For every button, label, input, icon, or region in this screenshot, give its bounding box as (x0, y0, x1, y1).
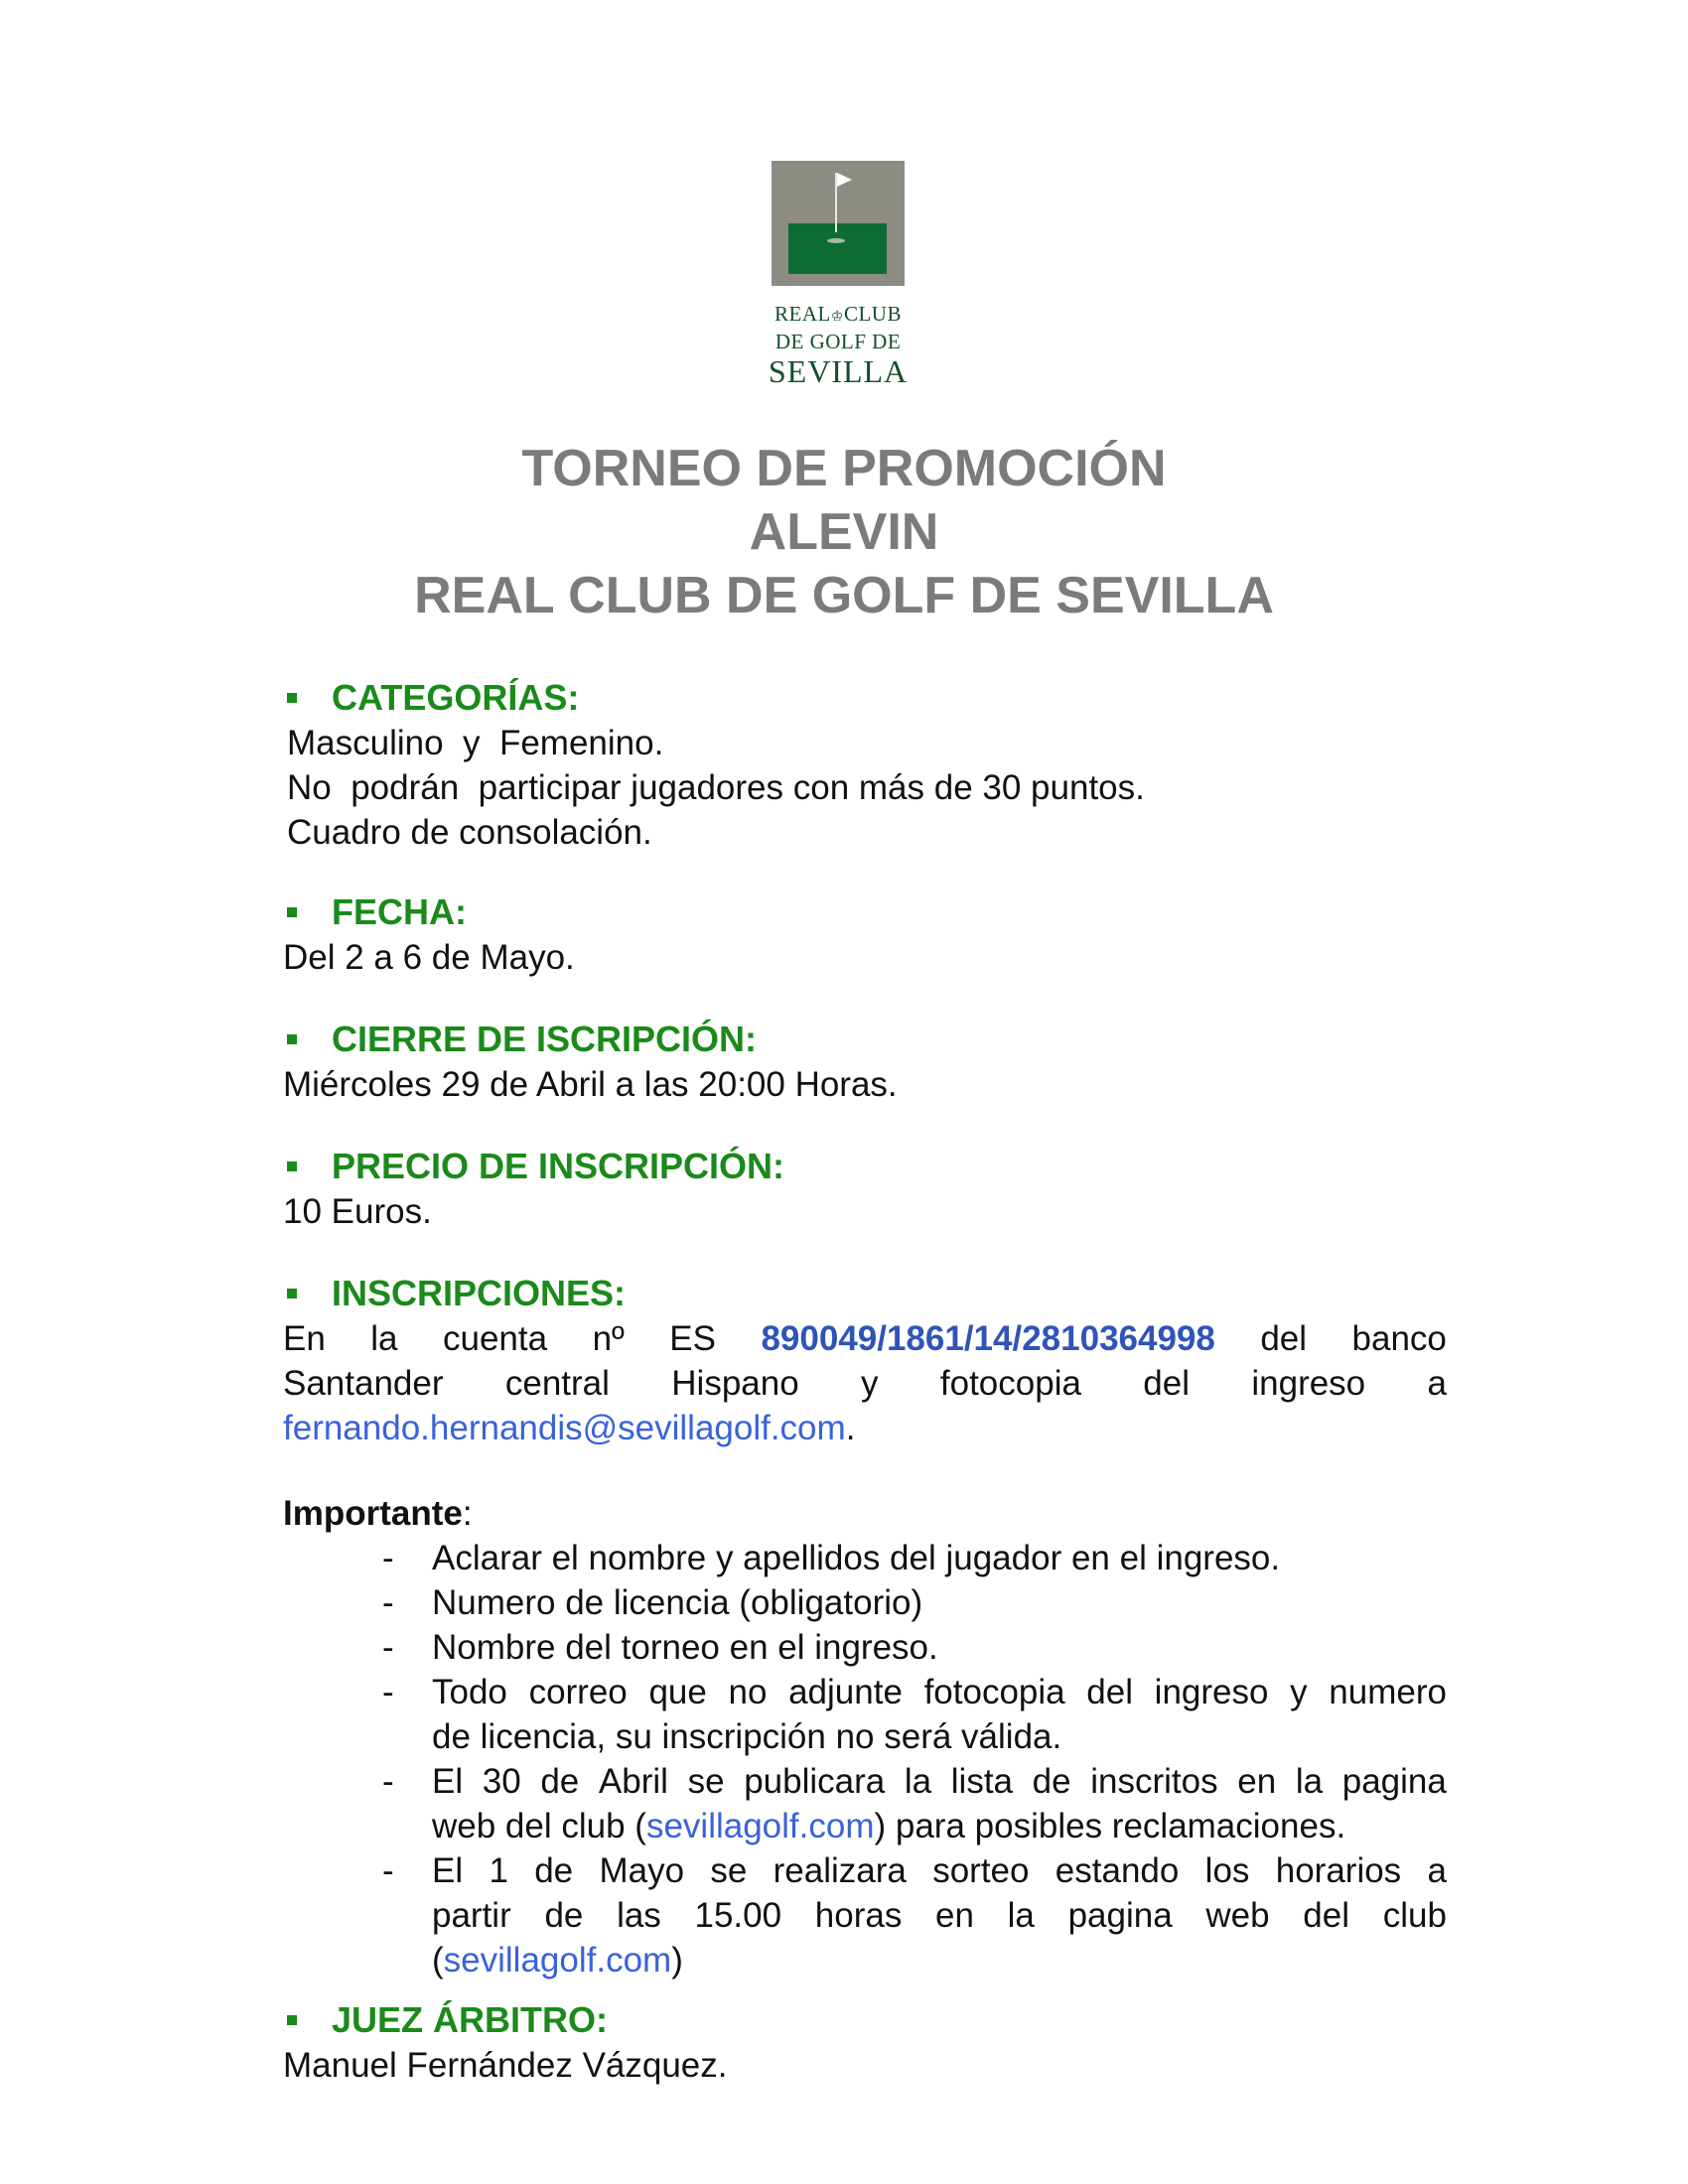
dash-bullet: - (382, 1762, 394, 1801)
logo-line3: SEVILLA (768, 353, 909, 389)
inscripciones-line-2: Santander central Hispano y fotocopia del ingreso a (283, 1364, 1447, 1403)
section-precio (283, 1144, 1447, 1234)
section-cierre (283, 1017, 1447, 1107)
categorias-line-3: Cuadro de consolación. (287, 813, 652, 852)
precio-text: 10 Euros. (283, 1192, 432, 1231)
logo-club: CLUB (843, 302, 902, 326)
list-item: - Aclarar el nombre y apellidos del jugador en el ingreso. (283, 1536, 1447, 1580)
categorias-line-1: Masculino y Femenino. (287, 724, 664, 762)
dash-bullet: - (382, 1539, 394, 1577)
list-item: - El 1 de Mayo se realizara sorteo estando los horarios a partir de las 15.00 horas en la pagina web del club (sevillagolf.com) (283, 1848, 1447, 1982)
square-bullet-icon (287, 1289, 297, 1298)
section-heading: CATEGORÍAS: (283, 675, 1447, 721)
square-bullet-icon (287, 693, 297, 703)
list-item: - Numero de licencia (obligatorio) (283, 1580, 1447, 1625)
section-importante (283, 1491, 1447, 1982)
section-heading: JUEZ ÁRBITRO: (283, 1997, 1447, 2043)
email-link[interactable]: fernando.hernandis@sevillagolf.com (283, 1409, 846, 1447)
fecha-text: Del 2 a 6 de Mayo. (283, 938, 575, 977)
logo-wordmark (757, 302, 919, 389)
putting-green (788, 223, 887, 274)
list-item: - El 30 de Abril se publicara la lista de inscritos en la pagina web del club (sevillagolf.com) para posibles reclamaciones. (283, 1759, 1447, 1848)
dash-bullet: - (382, 1851, 394, 1890)
inscripciones-line-1: En la cuenta nº ES 890049/1861/14/2810364998 del banco (283, 1316, 1447, 1361)
list-item: - Todo correo que no adjunte fotocopia del ingreso y numero de licencia, su inscripción no será válida. (283, 1670, 1447, 1759)
logo-line2: DE GOLF DE (774, 330, 902, 353)
section-heading: PRECIO DE INSCRIPCIÓN: (283, 1144, 1447, 1189)
section-juez (283, 1997, 1447, 2088)
list-item: - Nombre del torneo en el ingreso. (283, 1625, 1447, 1670)
flag (837, 173, 852, 187)
website-link[interactable]: sevillagolf.com (645, 1807, 875, 1845)
title-line-3: REAL CLUB DE GOLF DE SEVILLA (414, 567, 1274, 624)
section-heading: CIERRE DE ISCRIPCIÓN: (283, 1017, 1447, 1062)
website-link[interactable]: sevillagolf.com (443, 1941, 672, 1979)
cup-hole (827, 238, 845, 243)
dash-bullet: - (382, 1673, 394, 1711)
section-heading: INSCRIPCIONES: (283, 1271, 1447, 1316)
section-fecha (283, 889, 1447, 980)
square-bullet-icon (287, 2015, 297, 2025)
cierre-text: Miércoles 29 de Abril a las 20:00 Horas. (283, 1065, 898, 1104)
bank-account-number: 890049/1861/14/2810364998 (761, 1319, 1215, 1358)
section-categorias (283, 675, 1447, 855)
title-line-1: TORNEO DE PROMOCIÓN (521, 440, 1167, 497)
square-bullet-icon (287, 1034, 297, 1044)
title-line-2: ALEVIN (749, 503, 939, 561)
crown-icon: ♔ (830, 310, 844, 325)
logo-real: REAL (774, 302, 831, 326)
golf-flag-icon (772, 161, 905, 286)
dash-bullet: - (382, 1628, 394, 1667)
section-heading: FECHA: (283, 889, 1447, 935)
club-logo (768, 161, 909, 389)
dash-bullet: - (382, 1583, 394, 1622)
square-bullet-icon (287, 907, 297, 917)
document-title (0, 437, 1688, 627)
importante-heading: Importante: (283, 1494, 473, 1533)
inscripciones-line-3: fernando.hernandis@sevillagolf.com. (283, 1409, 856, 1447)
section-inscripciones (283, 1271, 1447, 1450)
categorias-line-2: No podrán participar jugadores con más de 30 puntos. (287, 768, 1145, 807)
square-bullet-icon (287, 1161, 297, 1171)
juez-text: Manuel Fernández Vázquez. (283, 2046, 728, 2085)
